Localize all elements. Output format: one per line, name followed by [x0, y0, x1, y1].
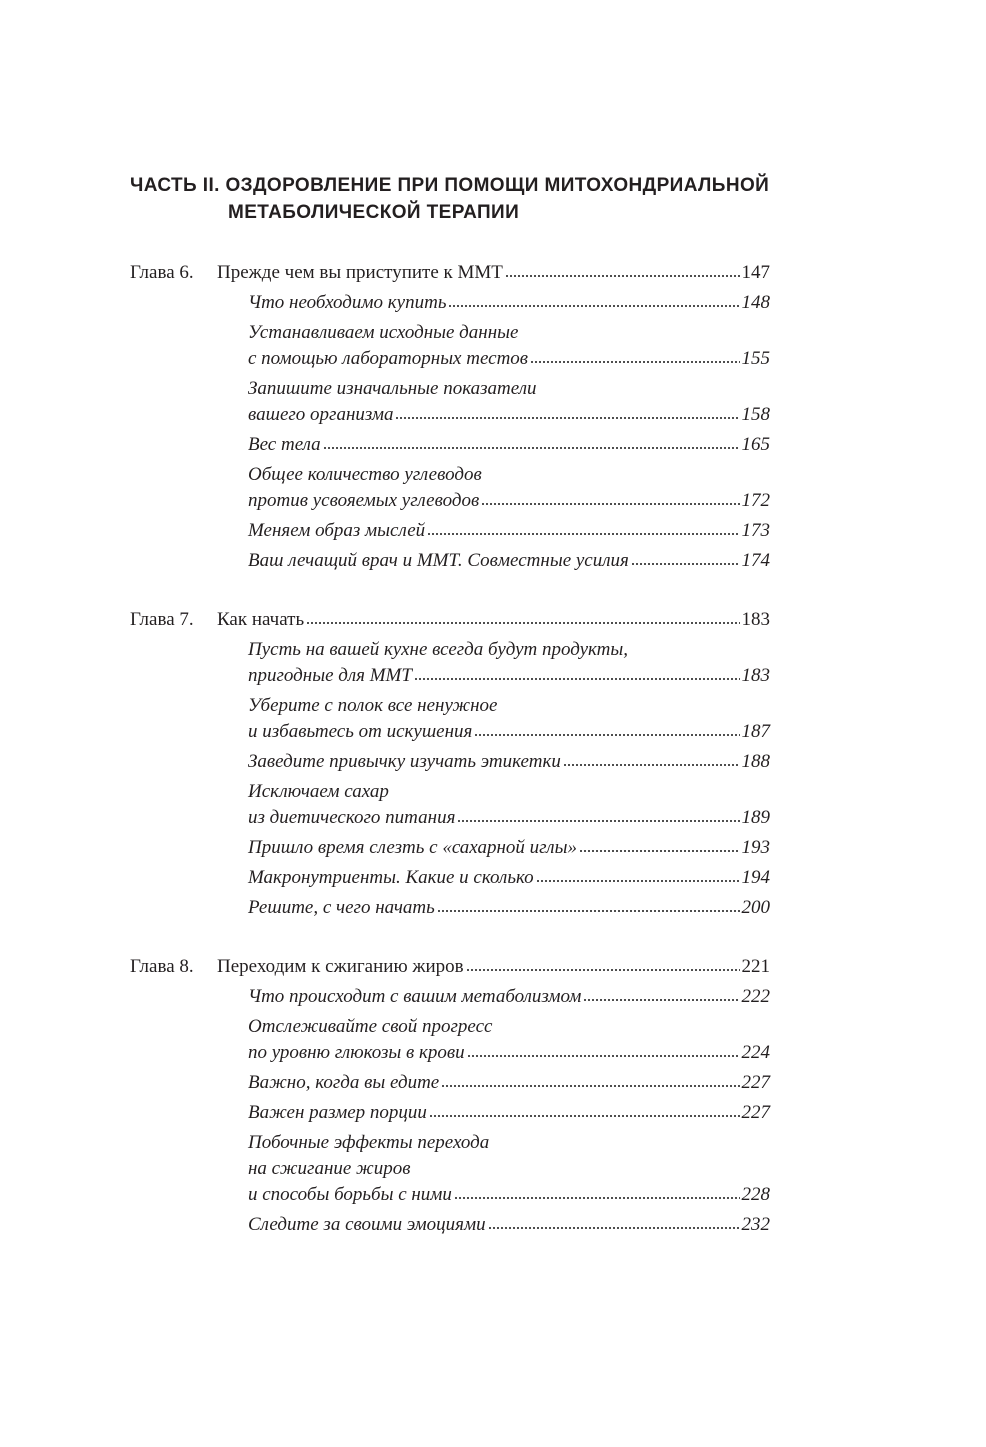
section-line — [130, 376, 770, 402]
section-title-text: Исключаем сахар — [248, 781, 389, 802]
dot-leader — [429, 1114, 740, 1118]
section-entry[interactable] — [130, 1100, 770, 1126]
section-line — [130, 462, 770, 488]
section-title-text: против усвояемых углеводов — [248, 490, 480, 511]
section-title-text: Что происходит с вашим метаболизмом — [248, 986, 582, 1007]
page-number: 155 — [741, 348, 770, 369]
section-title-text: Что необходимо купить — [248, 292, 447, 313]
section-entry[interactable] — [130, 749, 770, 775]
chapter-block — [130, 260, 770, 574]
dot-leader — [414, 677, 740, 681]
dot-leader — [536, 879, 740, 883]
dot-leader — [448, 304, 739, 308]
section-line — [130, 1212, 770, 1238]
section-title-text: Макронутриенты. Какие и сколько — [248, 867, 534, 888]
chapter-label: Глава 8. — [130, 956, 194, 977]
dot-leader — [481, 502, 739, 506]
page-number: 187 — [741, 721, 770, 742]
page-number: 183 — [741, 609, 770, 630]
page-number: 172 — [741, 490, 770, 511]
section-entry[interactable] — [130, 779, 770, 831]
section-title-text: Заведите привычку изучать этикетки — [248, 751, 561, 772]
page-number: 222 — [741, 986, 770, 1007]
chapter-label: Глава 7. — [130, 609, 194, 630]
section-title-text: с помощью лабораторных тестов — [248, 348, 529, 369]
dot-leader — [530, 360, 739, 364]
section-line — [130, 719, 770, 745]
section-title-text: вашего организма — [248, 404, 394, 425]
section-title-text: Пришло время слезть с «сахарной иглы» — [248, 837, 577, 858]
page-number: 194 — [741, 867, 770, 888]
section-line — [130, 488, 770, 514]
page-number: 183 — [741, 665, 770, 686]
section-line — [130, 346, 770, 372]
section-title-text: Вес тела — [248, 434, 321, 455]
dot-leader — [441, 1084, 739, 1088]
section-title-text: Запишите изначальные показатели — [248, 378, 537, 399]
section-line — [130, 1040, 770, 1066]
section-title-text: пригодные для ММТ — [248, 665, 412, 686]
part-heading — [130, 172, 769, 226]
section-line — [130, 402, 770, 428]
chapter-title: Переходим к сжиганию жиров — [217, 956, 464, 977]
dot-leader — [454, 1196, 740, 1200]
section-title-text: Устанавливаем исходные данные — [248, 322, 519, 343]
dot-leader — [583, 998, 739, 1002]
section-line — [130, 1130, 770, 1156]
section-entry[interactable] — [130, 432, 770, 458]
chapter-title: Как начать — [217, 609, 305, 630]
chapter-entry[interactable] — [130, 607, 770, 633]
section-line — [130, 1100, 770, 1126]
section-entry[interactable] — [130, 637, 770, 689]
section-entry[interactable] — [130, 895, 770, 921]
section-line — [130, 320, 770, 346]
page-number: 158 — [741, 404, 770, 425]
section-title-text: Следите за своими эмоциями — [248, 1214, 486, 1235]
page-number: 221 — [741, 956, 770, 977]
section-line — [130, 1014, 770, 1040]
dot-leader — [474, 733, 739, 737]
section-title-text: Пусть на вашей кухне всегда будут продукты, — [248, 639, 628, 660]
section-entry[interactable] — [130, 1070, 770, 1096]
section-line — [130, 895, 770, 921]
page-number: 148 — [741, 292, 770, 313]
page-number: 200 — [741, 897, 770, 918]
section-title-text: из диетического питания — [248, 807, 456, 828]
page-number: 165 — [741, 434, 770, 455]
section-title-text: и способы борьбы с ними — [248, 1184, 452, 1205]
section-line — [130, 637, 770, 663]
dot-leader — [427, 532, 739, 536]
section-entry[interactable] — [130, 865, 770, 891]
section-title-text: Ваш лечащий врач и ММТ. Совместные усилия — [248, 550, 629, 571]
page-number: 193 — [741, 837, 770, 858]
section-title-text: и избавьтесь от искушения — [248, 721, 473, 742]
section-line — [130, 865, 770, 891]
section-title-text: Важно, когда вы едите — [248, 1072, 440, 1093]
section-title-text: по уровню глюкозы в крови — [248, 1042, 465, 1063]
page-number: 147 — [741, 262, 770, 283]
section-title-text: Важен размер порции — [248, 1102, 427, 1123]
section-entry[interactable] — [130, 1130, 770, 1208]
section-title-text: Меняем образ мыслей — [248, 520, 426, 541]
section-entry[interactable] — [130, 548, 770, 574]
section-line — [130, 663, 770, 689]
section-line — [130, 1070, 770, 1096]
page-number: 173 — [741, 520, 770, 541]
chapter-title: Прежде чем вы приступите к ММТ — [217, 262, 503, 283]
section-entry[interactable] — [130, 290, 770, 316]
section-entry[interactable] — [130, 462, 770, 514]
dot-leader — [505, 274, 740, 278]
section-entry[interactable] — [130, 320, 770, 372]
page-number: 232 — [741, 1214, 770, 1235]
page-number: 188 — [741, 751, 770, 772]
dot-leader — [323, 446, 740, 450]
section-line — [130, 548, 770, 574]
section-line — [130, 518, 770, 544]
page-number: 224 — [741, 1042, 770, 1063]
page-number: 228 — [741, 1184, 770, 1205]
section-line — [130, 1156, 770, 1182]
section-title-text: на сжигание жиров — [248, 1158, 411, 1179]
section-entry[interactable] — [130, 1212, 770, 1238]
part-heading-line-2: МЕТАБОЛИЧЕСКОЙ ТЕРАПИИ — [228, 202, 520, 223]
section-title-text: Побочные эффекты перехода — [248, 1132, 490, 1153]
page-number: 174 — [741, 550, 770, 571]
dot-leader — [488, 1226, 740, 1230]
section-entry[interactable] — [130, 984, 770, 1010]
section-line — [130, 290, 770, 316]
section-line — [130, 749, 770, 775]
section-line — [130, 835, 770, 861]
dot-leader — [457, 819, 739, 823]
section-line — [130, 693, 770, 719]
dot-leader — [395, 416, 739, 420]
section-title-text: Общее количество углеводов — [248, 464, 482, 485]
section-entry[interactable] — [130, 835, 770, 861]
section-title-text: Решите, с чего начать — [248, 897, 435, 918]
dot-leader — [467, 1054, 740, 1058]
dot-leader — [563, 763, 740, 767]
section-line — [130, 1182, 770, 1208]
section-entry[interactable] — [130, 376, 770, 428]
part-heading-line-1: ЧАСТЬ II. ОЗДОРОВЛЕНИЕ ПРИ ПОМОЩИ МИТОХОНДРИАЛЬНОЙ — [130, 175, 770, 196]
section-entry[interactable] — [130, 693, 770, 745]
page-number: 189 — [741, 807, 770, 828]
chapter-block — [130, 954, 770, 1238]
chapter-block — [130, 607, 770, 921]
section-entry[interactable] — [130, 518, 770, 544]
dot-leader — [306, 621, 739, 625]
section-title-text: Отслеживайте свой прогресс — [248, 1016, 493, 1037]
section-title-text: Уберите с полок все ненужное — [248, 695, 498, 716]
chapter-entry[interactable] — [130, 954, 770, 980]
dot-leader — [631, 562, 740, 566]
section-line — [130, 779, 770, 805]
page-number: 227 — [741, 1072, 770, 1093]
dot-leader — [437, 909, 740, 913]
section-line — [130, 984, 770, 1010]
dot-leader — [579, 849, 740, 853]
chapter-label: Глава 6. — [130, 262, 194, 283]
table-of-contents — [130, 260, 770, 1238]
section-entry[interactable] — [130, 1014, 770, 1066]
chapter-entry[interactable] — [130, 260, 770, 286]
dot-leader — [466, 968, 740, 972]
section-line — [130, 432, 770, 458]
section-line — [130, 805, 770, 831]
page-number: 227 — [741, 1102, 770, 1123]
